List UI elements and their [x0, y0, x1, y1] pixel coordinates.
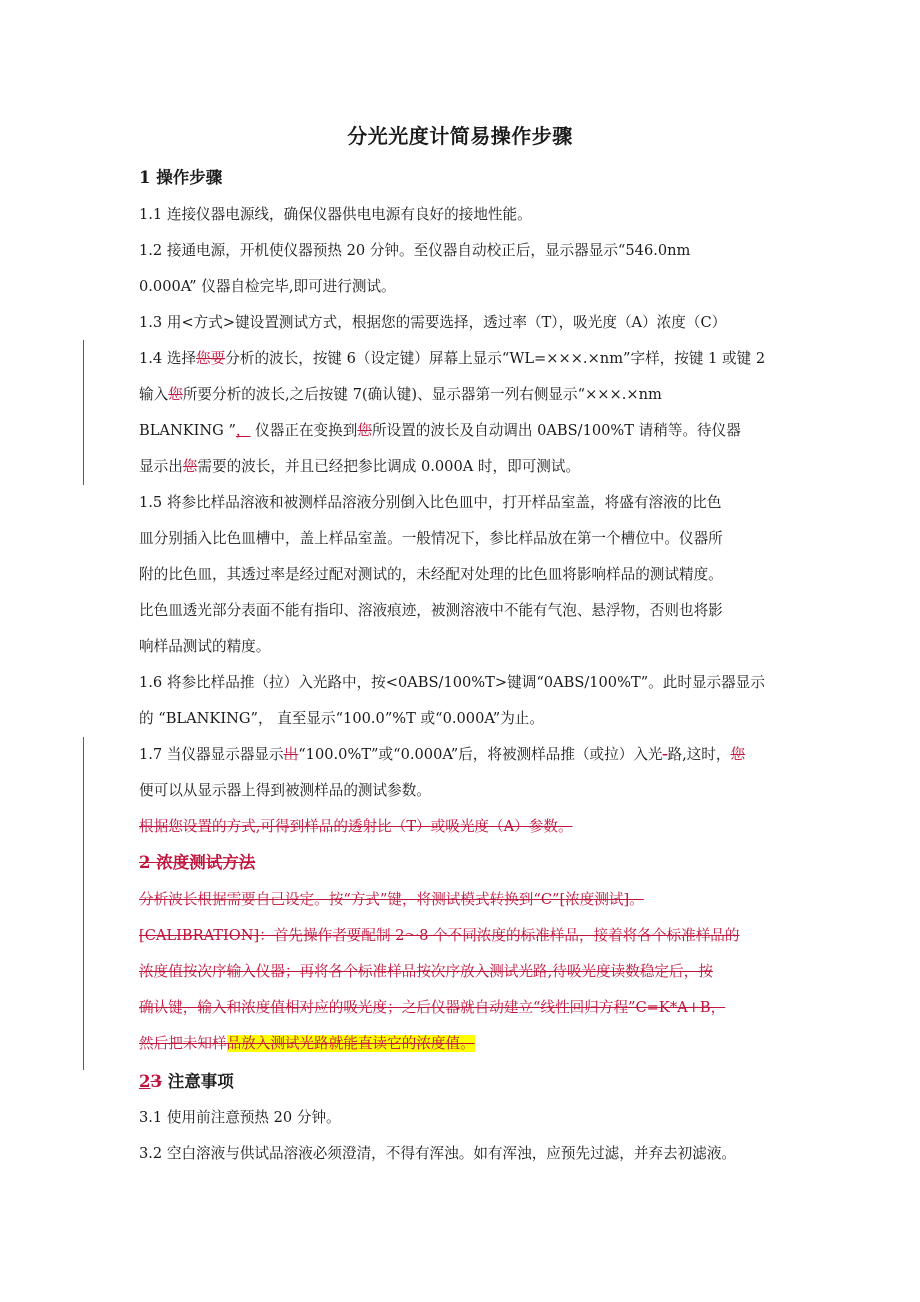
step-1-7-deleted-line: 根据您设置的方式,可得到样品的透射比（T）或吸光度（A）参数。	[139, 818, 573, 835]
step-1-6-line-2: 的 “BLANKING”， 直至显示“100.0”%T 或“0.000A”为止。	[139, 710, 544, 727]
deleted-text: 您	[182, 458, 198, 475]
change-bar	[83, 340, 84, 485]
note-3-2: 3.2 空白溶液与供试品溶液必须澄清，不得有浑浊。如有浑浊，应预先过滤，并弃去初滤液。	[139, 1145, 737, 1162]
text: “100.0%T”或“0.000A”后，将被测样品推（或拉）入光	[298, 746, 663, 763]
deleted-text: 出	[283, 746, 299, 763]
deleted-text: 您	[730, 746, 746, 763]
deleted-text: 3	[150, 1072, 162, 1091]
step-1-5-line-1: 1.5 将参比样品溶液和被测样品溶液分别倒入比色皿中，打开样品室盖，将盛有溶液的比色	[139, 494, 722, 511]
section-1-heading: 1 操作步骤	[139, 168, 223, 187]
document-title: 分光光度计简易操作步骤	[347, 124, 573, 148]
deleted-text: 您要	[196, 350, 226, 367]
step-1-5-line-5: 响样品测试的精度。	[139, 638, 271, 655]
text: 1.7 当仪器显示器显示	[139, 746, 284, 763]
change-bar	[83, 737, 84, 1070]
step-1-4-line-3	[139, 421, 741, 441]
step-1-7-line-2: 便可以从显示器上得到被测样品的测试参数。	[139, 782, 431, 799]
section-2-line-4: 确认键，输入和浓度值相对应的吸光度；之后仪器就自动建立“线性回归方程”C=K*A+B，	[139, 999, 726, 1016]
text: 分析的波长，按键 6（设定键）屏幕上显示“WL=×××.×nm”字样，按键 1 或键 2	[225, 350, 766, 367]
step-1-2-line-2: 0.000A” 仪器自检完毕,即可进行测试。	[139, 278, 396, 295]
step-1-5-line-3: 附的比色皿，其透过率是经过配对测试的，未经配对处理的比色皿将影响样品的测试精度。	[139, 566, 723, 583]
text: 输入	[139, 386, 169, 403]
text: 所设置的波长及自动调出 0ABS/100%T 请稍等。待仪器	[371, 422, 741, 439]
step-1-7-line-1	[139, 745, 745, 765]
section-2-heading-deleted: 2 浓度测试方法	[139, 853, 256, 872]
step-1-6-line-1: 1.6 将参比样品推（拉）入光路中，按<0ABS/100%T>键调“0ABS/100%T”。此时显示器显示	[139, 674, 765, 691]
section-2-line-3: 浓度值按次序输入仪器；再将各个标准样品按次序放入测试光路,待吸光度读数稳定后，按	[139, 963, 713, 980]
step-1-1: 1.1 连接仪器电源线，确保仪器供电电源有良好的接地性能。	[139, 206, 532, 223]
deleted-text: 您	[168, 386, 183, 403]
step-1-4-line-2	[139, 385, 662, 405]
step-1-3: 1.3 用<方式>键设置测试方式，根据您的需要选择，透过率（T），吸光度（A）浓度（C）	[139, 314, 727, 331]
text: 所要分析的波长,之后按键 7(确认键)、显示器第一列右侧显示“×××.×nm	[182, 386, 662, 403]
inserted-text: 2	[139, 1072, 151, 1091]
section-2-line-2: [CALIBRATION]：首先操作者要配制 2～8 个不同浓度的标准样品，接着将各个标准样品的	[139, 927, 740, 944]
section-2-line-1: 分析波长根据需要自己设定。按“方式”键，将测试模式转换到“C”[浓度测试]。	[139, 891, 644, 908]
section-3-heading	[139, 1072, 234, 1092]
step-1-5-line-4: 比色皿透光部分表面不能有指印、溶液痕迹，被测溶液中不能有气泡、悬浮物，否则也将影	[139, 602, 723, 619]
text: 仪器正在变换到	[250, 422, 358, 439]
section-2-line-5	[139, 1034, 475, 1054]
text: BLANKING ”	[139, 422, 236, 439]
text: 1.4 选择	[139, 350, 197, 367]
text: 显示出	[139, 458, 183, 475]
step-1-5-line-2: 皿分别插入比色皿槽中，盖上样品室盖。一般情况下，参比样品放在第一个槽位中。仪器所	[139, 530, 723, 547]
deleted-text: 您	[357, 422, 372, 439]
highlighted-deleted-text: 品放入测试光路就能直读它的浓度值。	[226, 1035, 475, 1052]
text: 注意事项	[161, 1072, 234, 1091]
step-1-2-line-1: 1.2 接通电源，开机使仪器预热 20 分钟。至仪器自动校正后，显示器显示“546.0nm	[139, 242, 691, 259]
deleted-text: 然后把未知样	[139, 1035, 227, 1052]
deleted-text: -	[662, 746, 668, 763]
step-1-4-line-4	[139, 457, 580, 477]
text: 需要的波长，并且已经把参比调成 0.000A 时，即可测试。	[197, 458, 581, 475]
step-1-4-line-1	[139, 349, 765, 369]
text: 路,这时，	[667, 746, 731, 763]
inserted-text: ，	[235, 422, 251, 439]
note-3-1: 3.1 使用前注意预热 20 分钟。	[139, 1109, 341, 1126]
